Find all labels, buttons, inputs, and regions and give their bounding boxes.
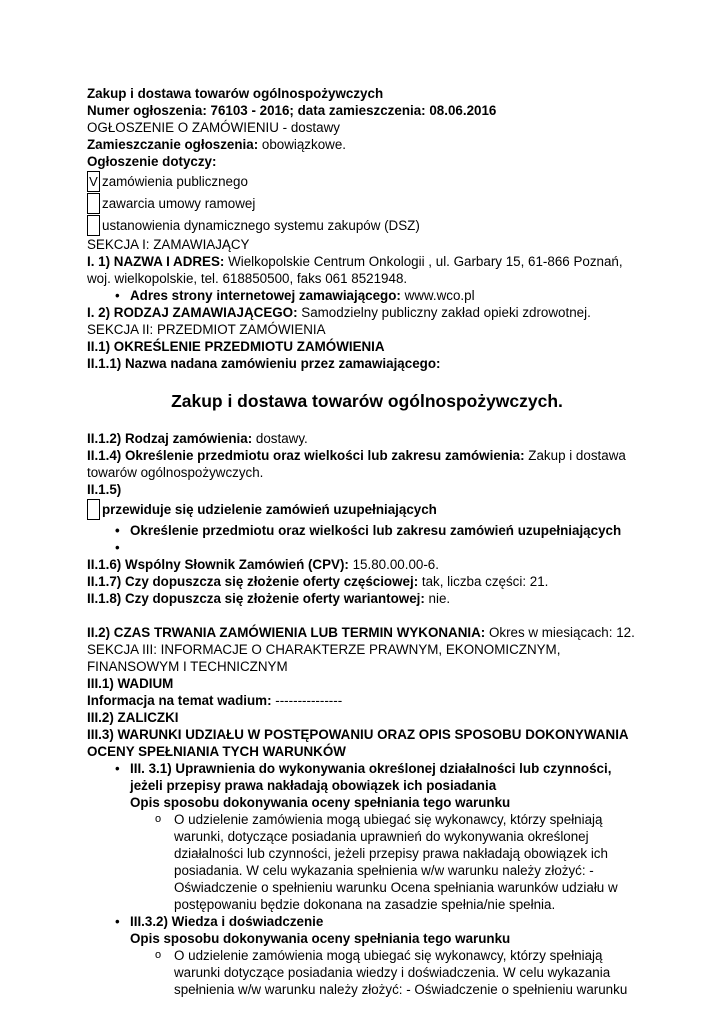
- order-kind-label: II.1.2) Rodzaj zamówienia:: [87, 431, 253, 446]
- option-public-order: [87, 170, 647, 192]
- duration-line: [87, 624, 647, 641]
- option-framework-agreement: [87, 192, 647, 214]
- variant-offer-value: nie.: [424, 591, 451, 606]
- cpv-line: [87, 556, 647, 573]
- concerns-label: Ogłoszenie dotyczy:: [87, 154, 217, 169]
- order-name: Zakup i dostawa towarów ogólnospożywczych.: [171, 391, 563, 411]
- notice-type: OGŁOSZENIE O ZAMÓWIENIU - dostawy: [87, 120, 340, 135]
- document-title: Zakup i dostawa towarów ogólnospożywczych: [87, 86, 384, 101]
- section2-heading: SEKCJA II: PRZEDMIOT ZAMÓWIENIA: [87, 322, 326, 337]
- buyer-type: [87, 304, 647, 321]
- checkbox-empty: [87, 215, 100, 236]
- condition-subtitle: Opis sposobu dokonywania oceny spełniania tego warunku: [130, 931, 511, 946]
- order-scope: [87, 447, 647, 481]
- s215-heading: II.1.5): [87, 482, 122, 497]
- order-scope-value: Zakup i dostawa towarów ogólnospożywczych.: [87, 448, 626, 480]
- conditions-list: [87, 760, 647, 998]
- condition-title: • III.3.2) Wiedza i doświadczenie: [130, 914, 324, 929]
- partial-offer-line: [87, 573, 647, 590]
- duration-label: II.2) CZAS TRWANIA ZAMÓWIENIA LUB TERMIN WYKONANIA:: [87, 625, 486, 640]
- advances-heading: III.2) ZALICZKI: [87, 710, 179, 725]
- variant-offer-line: [87, 590, 647, 607]
- cpv-label: II.1.6) Wspólny Słownik Zamówień (CPV):: [87, 557, 349, 572]
- condition-item-2: [87, 913, 647, 947]
- supplementary-list: [87, 522, 647, 556]
- name-address: [87, 253, 647, 287]
- condition-text-1: o O udzielenie zamówienia mogą ubiegać się wykonawcy, którzy spełniają warunki, dotyczące posiadania uprawnień do wykonywania określonej działalności lub czynności, jeżeli przepisy prawa nakładają obowiązek ich posiadania. W celu wykazania spełnienia w/w warunku należy złożyć: - Oświadczenie o spełnieniu warunku Ocena spełniania warunków udziału w postępowaniu będzie dokonana na zasadzie spełnia/nie spełnia.: [87, 811, 647, 913]
- supplementary-label: przewiduje się udzielenie zamówień uzupełniających: [102, 501, 437, 517]
- variant-offer-label: II.1.8) Czy dopuszcza się złożenie oferty wariantowej:: [87, 591, 425, 606]
- condition-text-2: o O udzielenie zamówienia mogą ubiegać się wykonawcy, którzy spełniają warunki dotyczące posiadania wiedzy i doświadczenia. W celu wykazania spełnienia w/w warunku należy złożyć: - Oświadczenie o spełnieniu warunku: [87, 947, 647, 998]
- wadium-label: Informacja na temat wadium:: [87, 693, 272, 708]
- option-label: ustanowienia dynamicznego systemu zakupów (DSZ): [102, 217, 420, 233]
- placement-line: [87, 136, 647, 153]
- option-supplementary: [87, 498, 647, 520]
- condition-item-1: [87, 760, 647, 811]
- condition-subtitle: Opis sposobu dokonywania oceny spełniania tego warunku: [130, 795, 511, 810]
- name-address-label: I. 1) NAZWA I ADRES:: [87, 254, 225, 269]
- placement-label: Zamieszczanie ogłoszenia:: [87, 137, 259, 152]
- partial-offer-label: II.1.7) Czy dopuszcza się złożenie oferty częściowej:: [87, 574, 419, 589]
- order-kind-value: dostawy.: [252, 431, 308, 446]
- option-label: zamówienia publicznego: [102, 173, 248, 189]
- partial-offer-value: tak, liczba części: 21.: [418, 574, 549, 589]
- checkbox-checked: V: [87, 171, 100, 192]
- cpv-value: 15.80.00.00-6.: [348, 557, 439, 572]
- checkbox-empty: [87, 193, 100, 214]
- empty-bullet: [87, 539, 647, 556]
- condition-title: • III. 3.1) Uprawnienia do wykonywania określonej działalności lub czynności, jeżeli przepisy prawa nakładają obowiązek ich posiadania: [130, 761, 612, 793]
- wadium-value: ---------------: [271, 693, 343, 708]
- section1-heading: SEKCJA I: ZAMAWIAJĄCY: [87, 237, 250, 252]
- option-dsz: [87, 214, 647, 236]
- s2111-heading: II.1.1) Nazwa nadana zamówieniu przez zamawiającego:: [87, 356, 441, 371]
- www-list: [87, 287, 647, 304]
- buyer-type-label: I. 2) RODZAJ ZAMAWIAJĄCEGO:: [87, 305, 298, 320]
- document-page: [87, 85, 647, 998]
- order-kind: [87, 430, 647, 447]
- conditions-heading: III.3) WARUNKI UDZIAŁU W POSTĘPOWANIU ORAZ OPIS SPOSOBU DOKONYWANIA OCENY SPEŁNIANIA TYCH WARUNKÓW: [87, 727, 629, 759]
- section3-heading: SEKCJA III: INFORMACJE O CHARAKTERZE PRAWNYM, EKONOMICZNYM, FINANSOWYM I TECHNICZNYM: [87, 642, 561, 674]
- order-scope-label: II.1.4) Określenie przedmiotu oraz wielkości lub zakresu zamówienia:: [87, 448, 525, 463]
- s211-heading: II.1) OKREŚLENIE PRZEDMIOTU ZAMÓWIENIA: [87, 339, 385, 354]
- buyer-type-value: Samodzielny publiczny zakład opieki zdrowotnej.: [297, 305, 591, 320]
- www-label: Adres strony internetowej zamawiającego:: [130, 288, 401, 303]
- option-label: zawarcia umowy ramowej: [102, 195, 256, 211]
- notice-number: Numer ogłoszenia: 76103 - 2016; data zamieszczenia: 08.06.2016: [87, 103, 497, 118]
- supplementary-bullet: • Określenie przedmiotu oraz wielkości lub zakresu zamówień uzupełniających: [87, 522, 647, 539]
- spacer: [87, 607, 647, 624]
- placement-value: obowiązkowe.: [258, 137, 346, 152]
- www-item: [87, 287, 647, 304]
- wadium-line: [87, 692, 647, 709]
- wadium-heading: III.1) WADIUM: [87, 676, 174, 691]
- checkbox-empty: [87, 499, 100, 520]
- www-value: www.wco.pl: [400, 288, 475, 303]
- duration-value: Okres w miesiącach: 12.: [485, 625, 635, 640]
- name-address-value: Wielkopolskie Centrum Onkologii , ul. Garbary 15, 61-866 Poznań, woj. wielkopolskie, tel. 618850500, faks 061 8521948.: [87, 254, 623, 286]
